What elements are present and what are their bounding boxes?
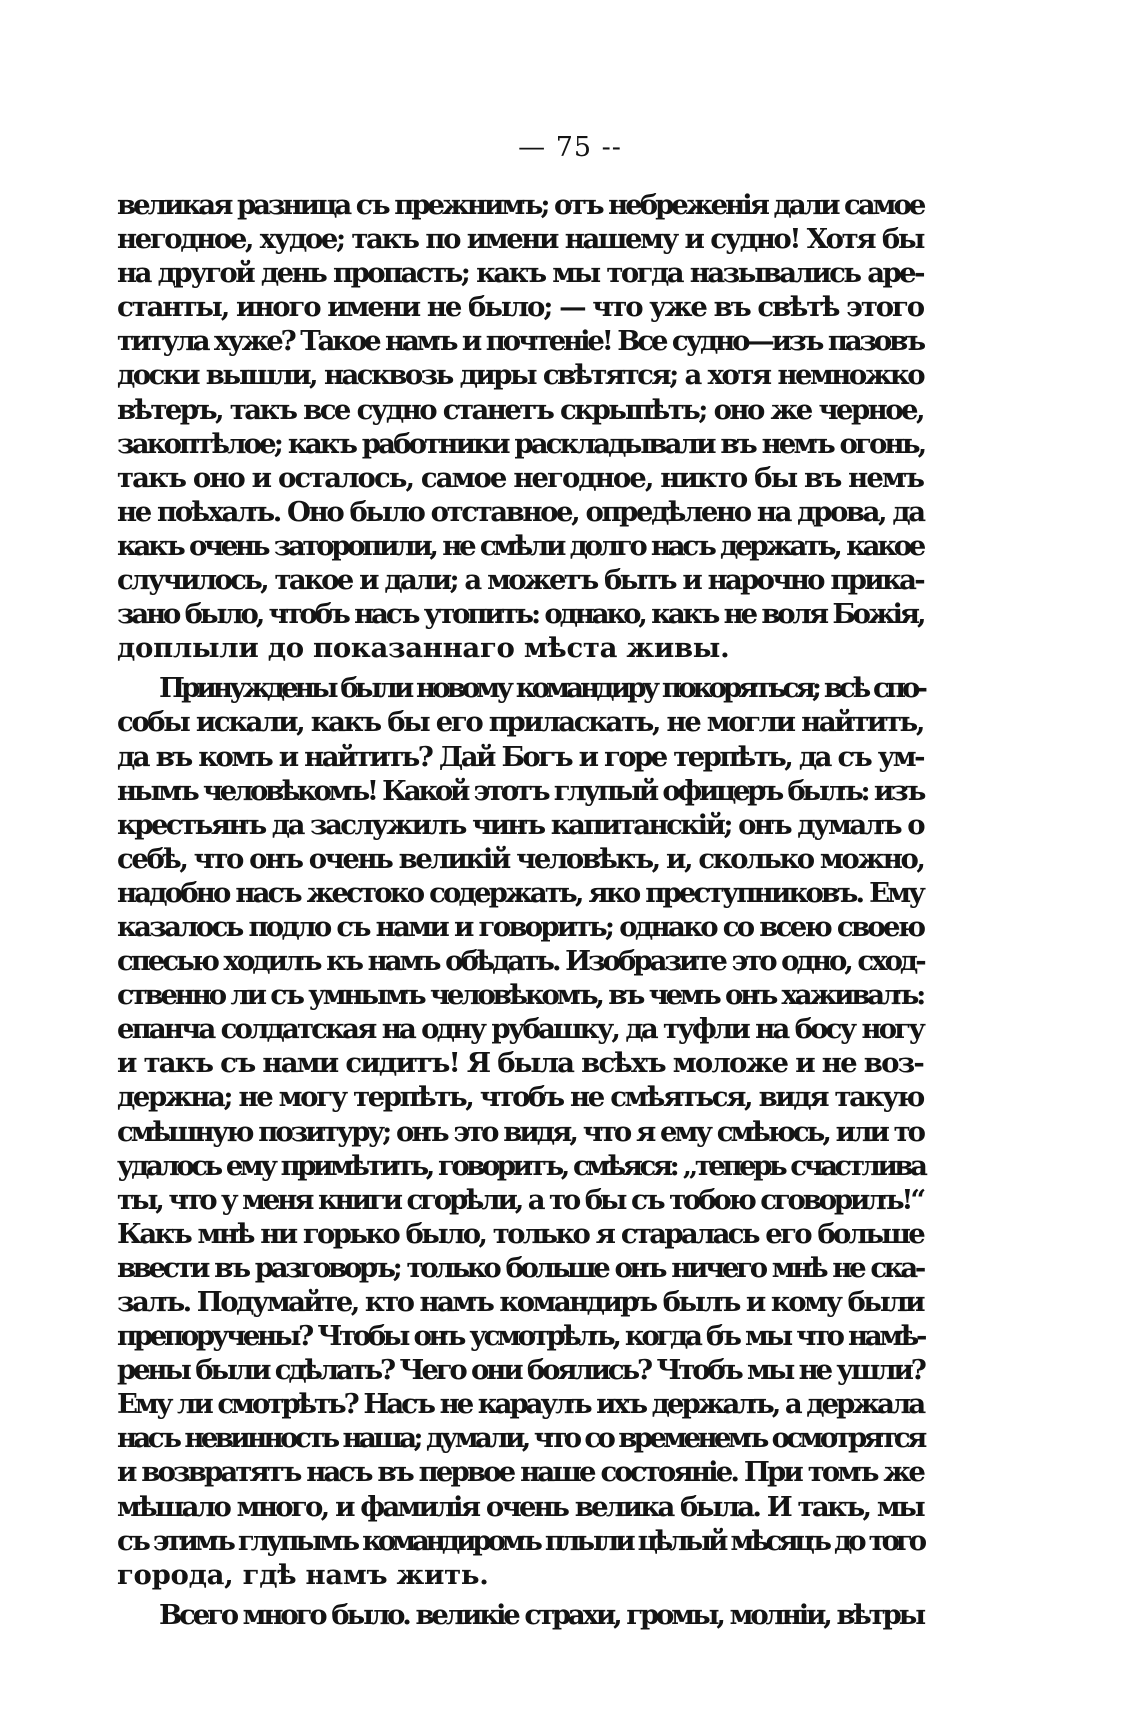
text-line: негодное, худое; такъ по имени нашему и судно! Хотя бы bbox=[117, 223, 923, 256]
text-line: насъ невинность наша; думали, что со временемъ осмотрятся bbox=[117, 1422, 924, 1455]
text-line: зано было, чтобъ насъ утопить: однако, какъ не воля Божія, bbox=[117, 598, 924, 631]
text-line: закоптѣлое; какъ работники раскладывали въ немъ огонь, bbox=[117, 427, 925, 460]
text-line: держна; не могу терпѣть, чтобъ не смѣяться, видя такую bbox=[117, 1081, 923, 1114]
text-line: доплыли до показаннаго мѣста живы. bbox=[117, 632, 730, 665]
text-line: и возвратятъ насъ въ первое наше состояніе. При томъ же bbox=[117, 1456, 923, 1489]
text-line: случилось, такое и дали; а можетъ быть и нарочно прика- bbox=[117, 564, 923, 597]
text-line: себѣ, что онъ очень великій человѣкъ, и, сколько можно, bbox=[117, 842, 924, 875]
text-line: съ этимъ глупымъ командиромъ плыли цѣлый мѣсяцъ до того bbox=[117, 1524, 923, 1557]
text-line: станты, иного имени не было; — что уже въ свѣтѣ этого bbox=[117, 291, 923, 324]
text-line: титула хуже? Такое намъ и почтеніе! Все судно—изъ пазовъ bbox=[117, 325, 923, 358]
text-line: да въ комъ и найтить? Дай Богъ и горе терпѣть, да съ ум- bbox=[117, 740, 923, 773]
text-line: мѣшало много, и фамилія очень велика была. И такъ, мы bbox=[117, 1490, 923, 1523]
text-line: смѣшную позитуру; онъ это видя, что я ему смѣюсь, или то bbox=[117, 1115, 923, 1148]
text-line: надобно насъ жестоко содержать, яко преступниковъ. Ему bbox=[117, 876, 923, 909]
text-line: доски вышли, насквозь диры свѣтятся; а хотя немножко bbox=[117, 359, 923, 392]
text-line: и такъ съ нами сидитъ! Я была всѣхъ моложе и не воз- bbox=[117, 1047, 923, 1080]
text-line: ввести въ разговоръ; только больше онъ ничего мнѣ не ска- bbox=[117, 1251, 923, 1284]
text-line: нымъ человѣкомъ! Какой этотъ глупый офицеръ былъ: изъ bbox=[117, 774, 923, 807]
text-line: города, гдѣ намъ жить. bbox=[117, 1558, 489, 1591]
text-line: собы искали, какъ бы его приласкать, не могли найтить, bbox=[117, 706, 923, 739]
text-line: ты, что у меня книги сгорѣли, а то бы съ тобою сговорилъ!“ bbox=[117, 1183, 923, 1216]
text-line: залъ. Подумайте, кто намъ командиръ былъ и кому были bbox=[117, 1286, 923, 1318]
paragraph-start-line: Принуждены были новому командиру покоряться; всѣ спо- bbox=[159, 672, 925, 705]
text-line: казалось подло съ нами и говорить; однако со всею своею bbox=[117, 910, 924, 943]
text-line: великая разница съ прежнимъ; отъ небреженія дали самое bbox=[117, 189, 924, 221]
text-line: Какъ мнѣ ни горько было, только я старалась его больше bbox=[117, 1217, 923, 1250]
text-line: крестьянъ да заслужилъ чинъ капитанскій; онъ думалъ о bbox=[117, 808, 923, 841]
text-line: такъ оно и осталось, самое негодное, никто бы въ немъ bbox=[117, 461, 923, 494]
body-text bbox=[117, 188, 923, 1632]
text-line: спесью ходилъ къ намъ обѣдать. Изобразите это одно, сход- bbox=[117, 945, 924, 978]
text-line: на другой день пропасть; какъ мы тогда назывались аре- bbox=[117, 257, 923, 290]
text-line: Ему ли смотрѣть? Насъ не караулъ ихъ держалъ, а держала bbox=[117, 1388, 924, 1421]
text-line: рены были сдѣлать? Чего они боялись? Чтобъ мы не ушли? bbox=[117, 1354, 924, 1387]
text-line: вѣтеръ, такъ все судно станетъ скрыпѣть; оно же черное, bbox=[117, 393, 923, 426]
text-line: препоручены? Чтобы онъ усмотрѣлъ, когда бъ мы что намѣ- bbox=[117, 1320, 925, 1353]
text-line: удалось ему примѣтить, говоритъ, смѣяся: „теперь счастлива bbox=[117, 1149, 925, 1182]
paragraph-start-line: Всего много было. великіе страхи, громы, молніи, вѣтры bbox=[159, 1598, 923, 1631]
text-line: какъ очень заторопили, не смѣли долго насъ держать, какое bbox=[117, 529, 923, 562]
text-line: епанча солдатская на одну рубашку, да туфли на босу ногу bbox=[117, 1013, 923, 1046]
text-line: не поѣхалъ. Оно было отставное, опредѣлено на дрова, да bbox=[117, 495, 924, 528]
page-number: — 75 -- bbox=[518, 132, 622, 163]
text-line: ственно ли съ умнымъ человѣкомъ, въ чемъ онъ хаживалъ: bbox=[117, 979, 924, 1012]
